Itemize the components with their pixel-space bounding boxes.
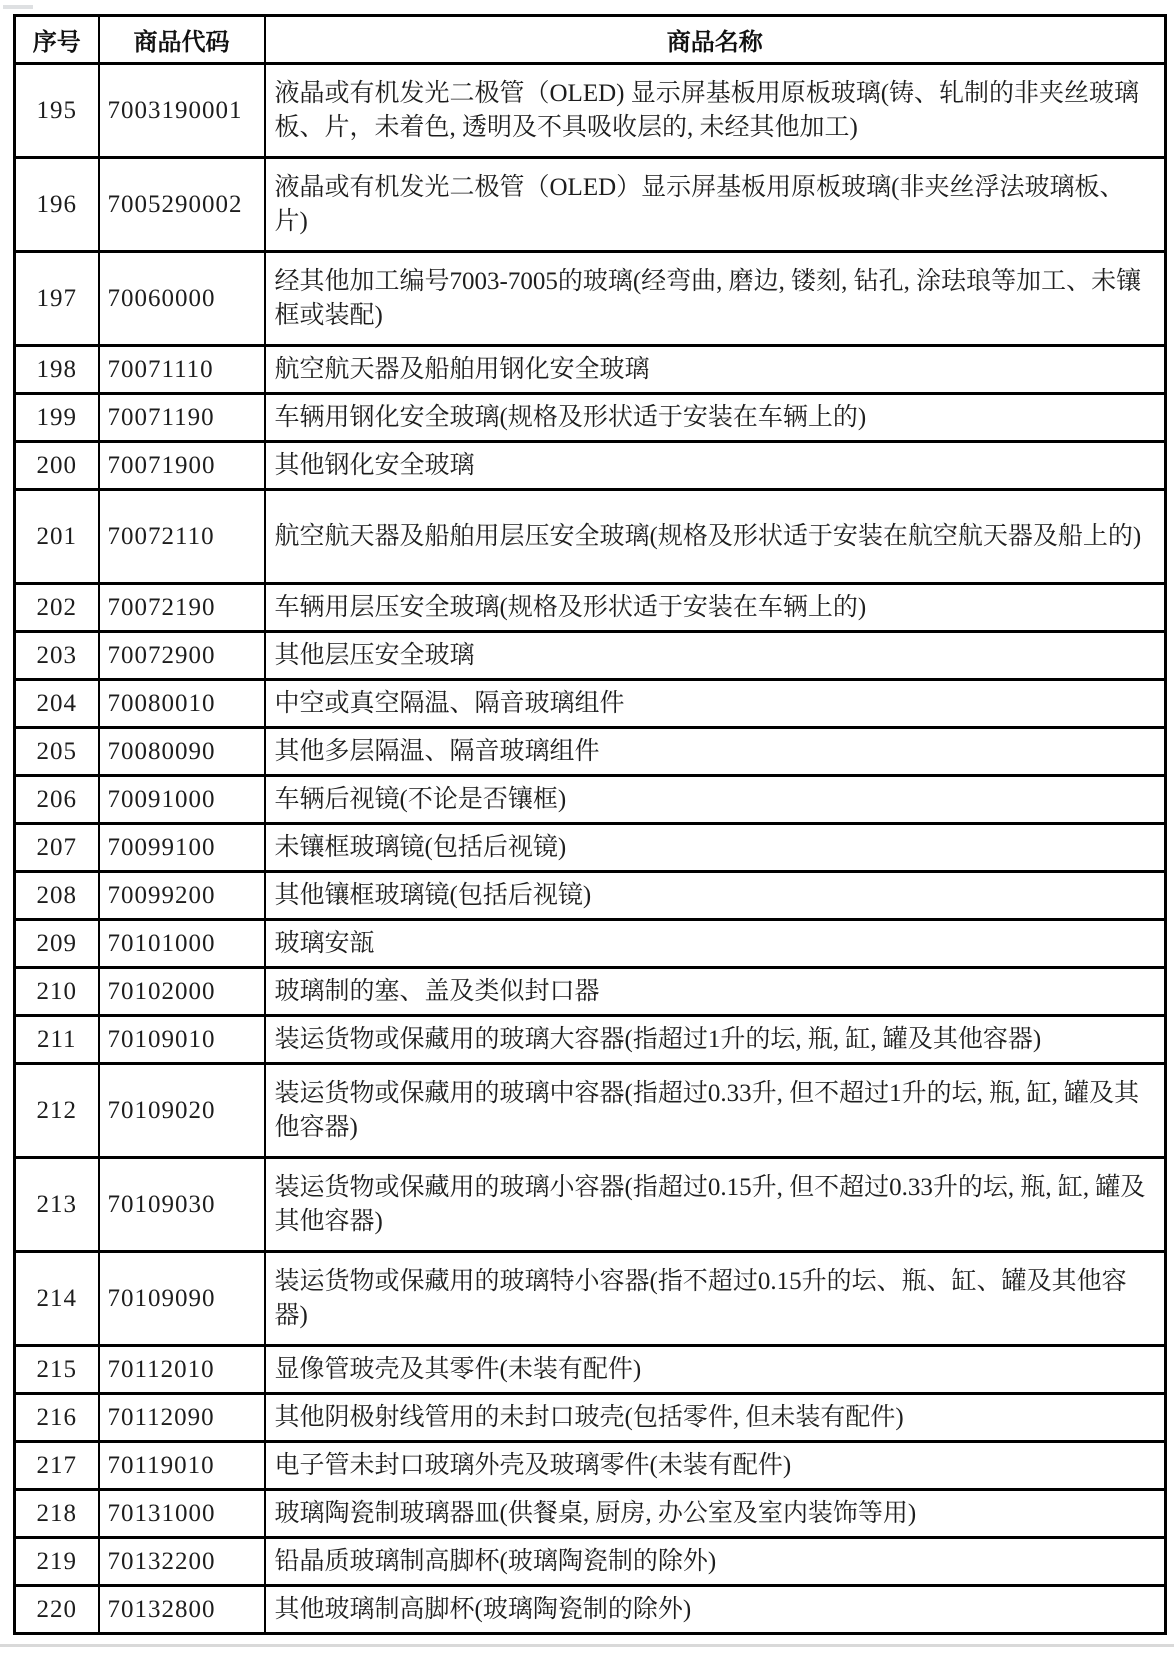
- cell-commodity-code: 70071110: [99, 346, 265, 394]
- cell-serial-number: 201: [15, 490, 99, 584]
- cell-serial-number: 200: [15, 442, 99, 490]
- cell-commodity-code: 70109090: [99, 1252, 265, 1346]
- cell-serial-number: 219: [15, 1538, 99, 1586]
- table-row: [15, 442, 1166, 490]
- cell-serial-number: 214: [15, 1252, 99, 1346]
- cell-commodity-code: 70132800: [99, 1586, 265, 1634]
- cell-serial-number: 199: [15, 394, 99, 442]
- cell-commodity-name: 航空航天器及船舶用层压安全玻璃(规格及形状适于安装在航空航天器及船上的): [265, 490, 1166, 584]
- cell-serial-number: 195: [15, 64, 99, 158]
- cell-commodity-name: 未镶框玻璃镜(包括后视镜): [265, 824, 1166, 872]
- cell-commodity-name: 其他阴极射线管用的未封口玻壳(包括零件, 但未装有配件): [265, 1394, 1166, 1442]
- table-row: [15, 1158, 1166, 1252]
- cell-serial-number: 213: [15, 1158, 99, 1252]
- cell-commodity-name: 其他层压安全玻璃: [265, 632, 1166, 680]
- cell-serial-number: 207: [15, 824, 99, 872]
- cell-serial-number: 202: [15, 584, 99, 632]
- cell-commodity-name: 装运货物或保藏用的玻璃大容器(指超过1升的坛, 瓶, 缸, 罐及其他容器): [265, 1016, 1166, 1064]
- cell-serial-number: 215: [15, 1346, 99, 1394]
- cell-serial-number: 205: [15, 728, 99, 776]
- cell-commodity-code: 70132200: [99, 1538, 265, 1586]
- cell-commodity-code: 70099200: [99, 872, 265, 920]
- cell-serial-number: 217: [15, 1442, 99, 1490]
- cell-serial-number: 208: [15, 872, 99, 920]
- table-row: [15, 1538, 1166, 1586]
- cell-serial-number: 211: [15, 1016, 99, 1064]
- table-row: [15, 252, 1166, 346]
- cell-commodity-code: 70109010: [99, 1016, 265, 1064]
- cell-commodity-code: 70112010: [99, 1346, 265, 1394]
- cell-commodity-name: 液晶或有机发光二极管（OLED）显示屏基板用原板玻璃(非夹丝浮法玻璃板、片): [265, 158, 1166, 252]
- cell-commodity-name: 装运货物或保藏用的玻璃特小容器(指不超过0.15升的坛、瓶、缸、罐及其他容器): [265, 1252, 1166, 1346]
- cell-commodity-name: 装运货物或保藏用的玻璃中容器(指超过0.33升, 但不超过1升的坛, 瓶, 缸, 罐及其他容器): [265, 1064, 1166, 1158]
- cell-commodity-name: 装运货物或保藏用的玻璃小容器(指超过0.15升, 但不超过0.33升的坛, 瓶, 缸, 罐及其他容器): [265, 1158, 1166, 1252]
- cell-commodity-name: 航空航天器及船舶用钢化安全玻璃: [265, 346, 1166, 394]
- cell-serial-number: 209: [15, 920, 99, 968]
- table-row: [15, 158, 1166, 252]
- cell-commodity-code: 70109020: [99, 1064, 265, 1158]
- cell-commodity-code: 70072900: [99, 632, 265, 680]
- table-row: [15, 1016, 1166, 1064]
- table-row: [15, 1442, 1166, 1490]
- cell-commodity-name: 玻璃陶瓷制玻璃器皿(供餐桌, 厨房, 办公室及室内装饰等用): [265, 1490, 1166, 1538]
- table-row: [15, 490, 1166, 584]
- cell-serial-number: 216: [15, 1394, 99, 1442]
- table-row: [15, 680, 1166, 728]
- cell-serial-number: 203: [15, 632, 99, 680]
- table-row: [15, 346, 1166, 394]
- table-row: [15, 968, 1166, 1016]
- table-row: [15, 1394, 1166, 1442]
- table-row: [15, 64, 1166, 158]
- scan-artifact-bottom: [0, 1644, 1174, 1647]
- cell-commodity-name: 车辆后视镜(不论是否镶框): [265, 776, 1166, 824]
- table-row: [15, 1346, 1166, 1394]
- table-row: [15, 1252, 1166, 1346]
- cell-commodity-code: 70101000: [99, 920, 265, 968]
- cell-commodity-code: 7005290002: [99, 158, 265, 252]
- table-row: [15, 394, 1166, 442]
- table-row: [15, 824, 1166, 872]
- scan-artifact-top: [3, 5, 33, 9]
- cell-commodity-code: 70080010: [99, 680, 265, 728]
- table-row: [15, 584, 1166, 632]
- cell-commodity-code: 70091000: [99, 776, 265, 824]
- cell-serial-number: 198: [15, 346, 99, 394]
- cell-commodity-name: 铅晶质玻璃制高脚杯(玻璃陶瓷制的除外): [265, 1538, 1166, 1586]
- cell-commodity-code: 7003190001: [99, 64, 265, 158]
- cell-serial-number: 210: [15, 968, 99, 1016]
- commodity-code-table: [13, 14, 1167, 1635]
- cell-commodity-name: 经其他加工编号7003-7005的玻璃(经弯曲, 磨边, 镂刻, 钻孔, 涂珐琅等加工、未镶框或装配): [265, 252, 1166, 346]
- cell-commodity-code: 70112090: [99, 1394, 265, 1442]
- cell-commodity-name: 显像管玻壳及其零件(未装有配件): [265, 1346, 1166, 1394]
- cell-commodity-code: 70131000: [99, 1490, 265, 1538]
- col-header-serial-number: 序号: [15, 16, 99, 64]
- table-row: [15, 728, 1166, 776]
- cell-commodity-name: 其他钢化安全玻璃: [265, 442, 1166, 490]
- table-row: [15, 920, 1166, 968]
- table-row: [15, 776, 1166, 824]
- cell-commodity-name: 车辆用钢化安全玻璃(规格及形状适于安装在车辆上的): [265, 394, 1166, 442]
- table-row: [15, 1586, 1166, 1634]
- cell-serial-number: 206: [15, 776, 99, 824]
- cell-commodity-name: 电子管未封口玻璃外壳及玻璃零件(未装有配件): [265, 1442, 1166, 1490]
- table-row: [15, 1064, 1166, 1158]
- col-header-commodity-code: 商品代码: [99, 16, 265, 64]
- cell-commodity-code: 70071900: [99, 442, 265, 490]
- cell-serial-number: 212: [15, 1064, 99, 1158]
- table-row: [15, 872, 1166, 920]
- cell-commodity-code: 70080090: [99, 728, 265, 776]
- header-row: [15, 16, 1166, 64]
- cell-serial-number: 197: [15, 252, 99, 346]
- cell-commodity-code: 70119010: [99, 1442, 265, 1490]
- cell-commodity-name: 其他多层隔温、隔音玻璃组件: [265, 728, 1166, 776]
- col-header-commodity-name: 商品名称: [265, 16, 1166, 64]
- cell-commodity-code: 70071190: [99, 394, 265, 442]
- cell-commodity-code: 70060000: [99, 252, 265, 346]
- cell-commodity-code: 70109030: [99, 1158, 265, 1252]
- table-header: [15, 16, 1166, 64]
- cell-commodity-code: 70072190: [99, 584, 265, 632]
- cell-commodity-name: 中空或真空隔温、隔音玻璃组件: [265, 680, 1166, 728]
- table-row: [15, 1490, 1166, 1538]
- cell-serial-number: 218: [15, 1490, 99, 1538]
- cell-serial-number: 204: [15, 680, 99, 728]
- cell-commodity-code: 70072110: [99, 490, 265, 584]
- cell-commodity-name: 其他镶框玻璃镜(包括后视镜): [265, 872, 1166, 920]
- cell-commodity-name: 液晶或有机发光二极管（OLED) 显示屏基板用原板玻璃(铸、轧制的非夹丝玻璃板、片，未着色, 透明及不具吸收层的, 未经其他加工): [265, 64, 1166, 158]
- table-row: [15, 632, 1166, 680]
- cell-commodity-name: 玻璃安瓿: [265, 920, 1166, 968]
- cell-serial-number: 196: [15, 158, 99, 252]
- cell-commodity-name: 车辆用层压安全玻璃(规格及形状适于安装在车辆上的): [265, 584, 1166, 632]
- cell-commodity-code: 70099100: [99, 824, 265, 872]
- cell-commodity-code: 70102000: [99, 968, 265, 1016]
- cell-serial-number: 220: [15, 1586, 99, 1634]
- table-body: [15, 64, 1166, 1634]
- cell-commodity-name: 其他玻璃制高脚杯(玻璃陶瓷制的除外): [265, 1586, 1166, 1634]
- cell-commodity-name: 玻璃制的塞、盖及类似封口器: [265, 968, 1166, 1016]
